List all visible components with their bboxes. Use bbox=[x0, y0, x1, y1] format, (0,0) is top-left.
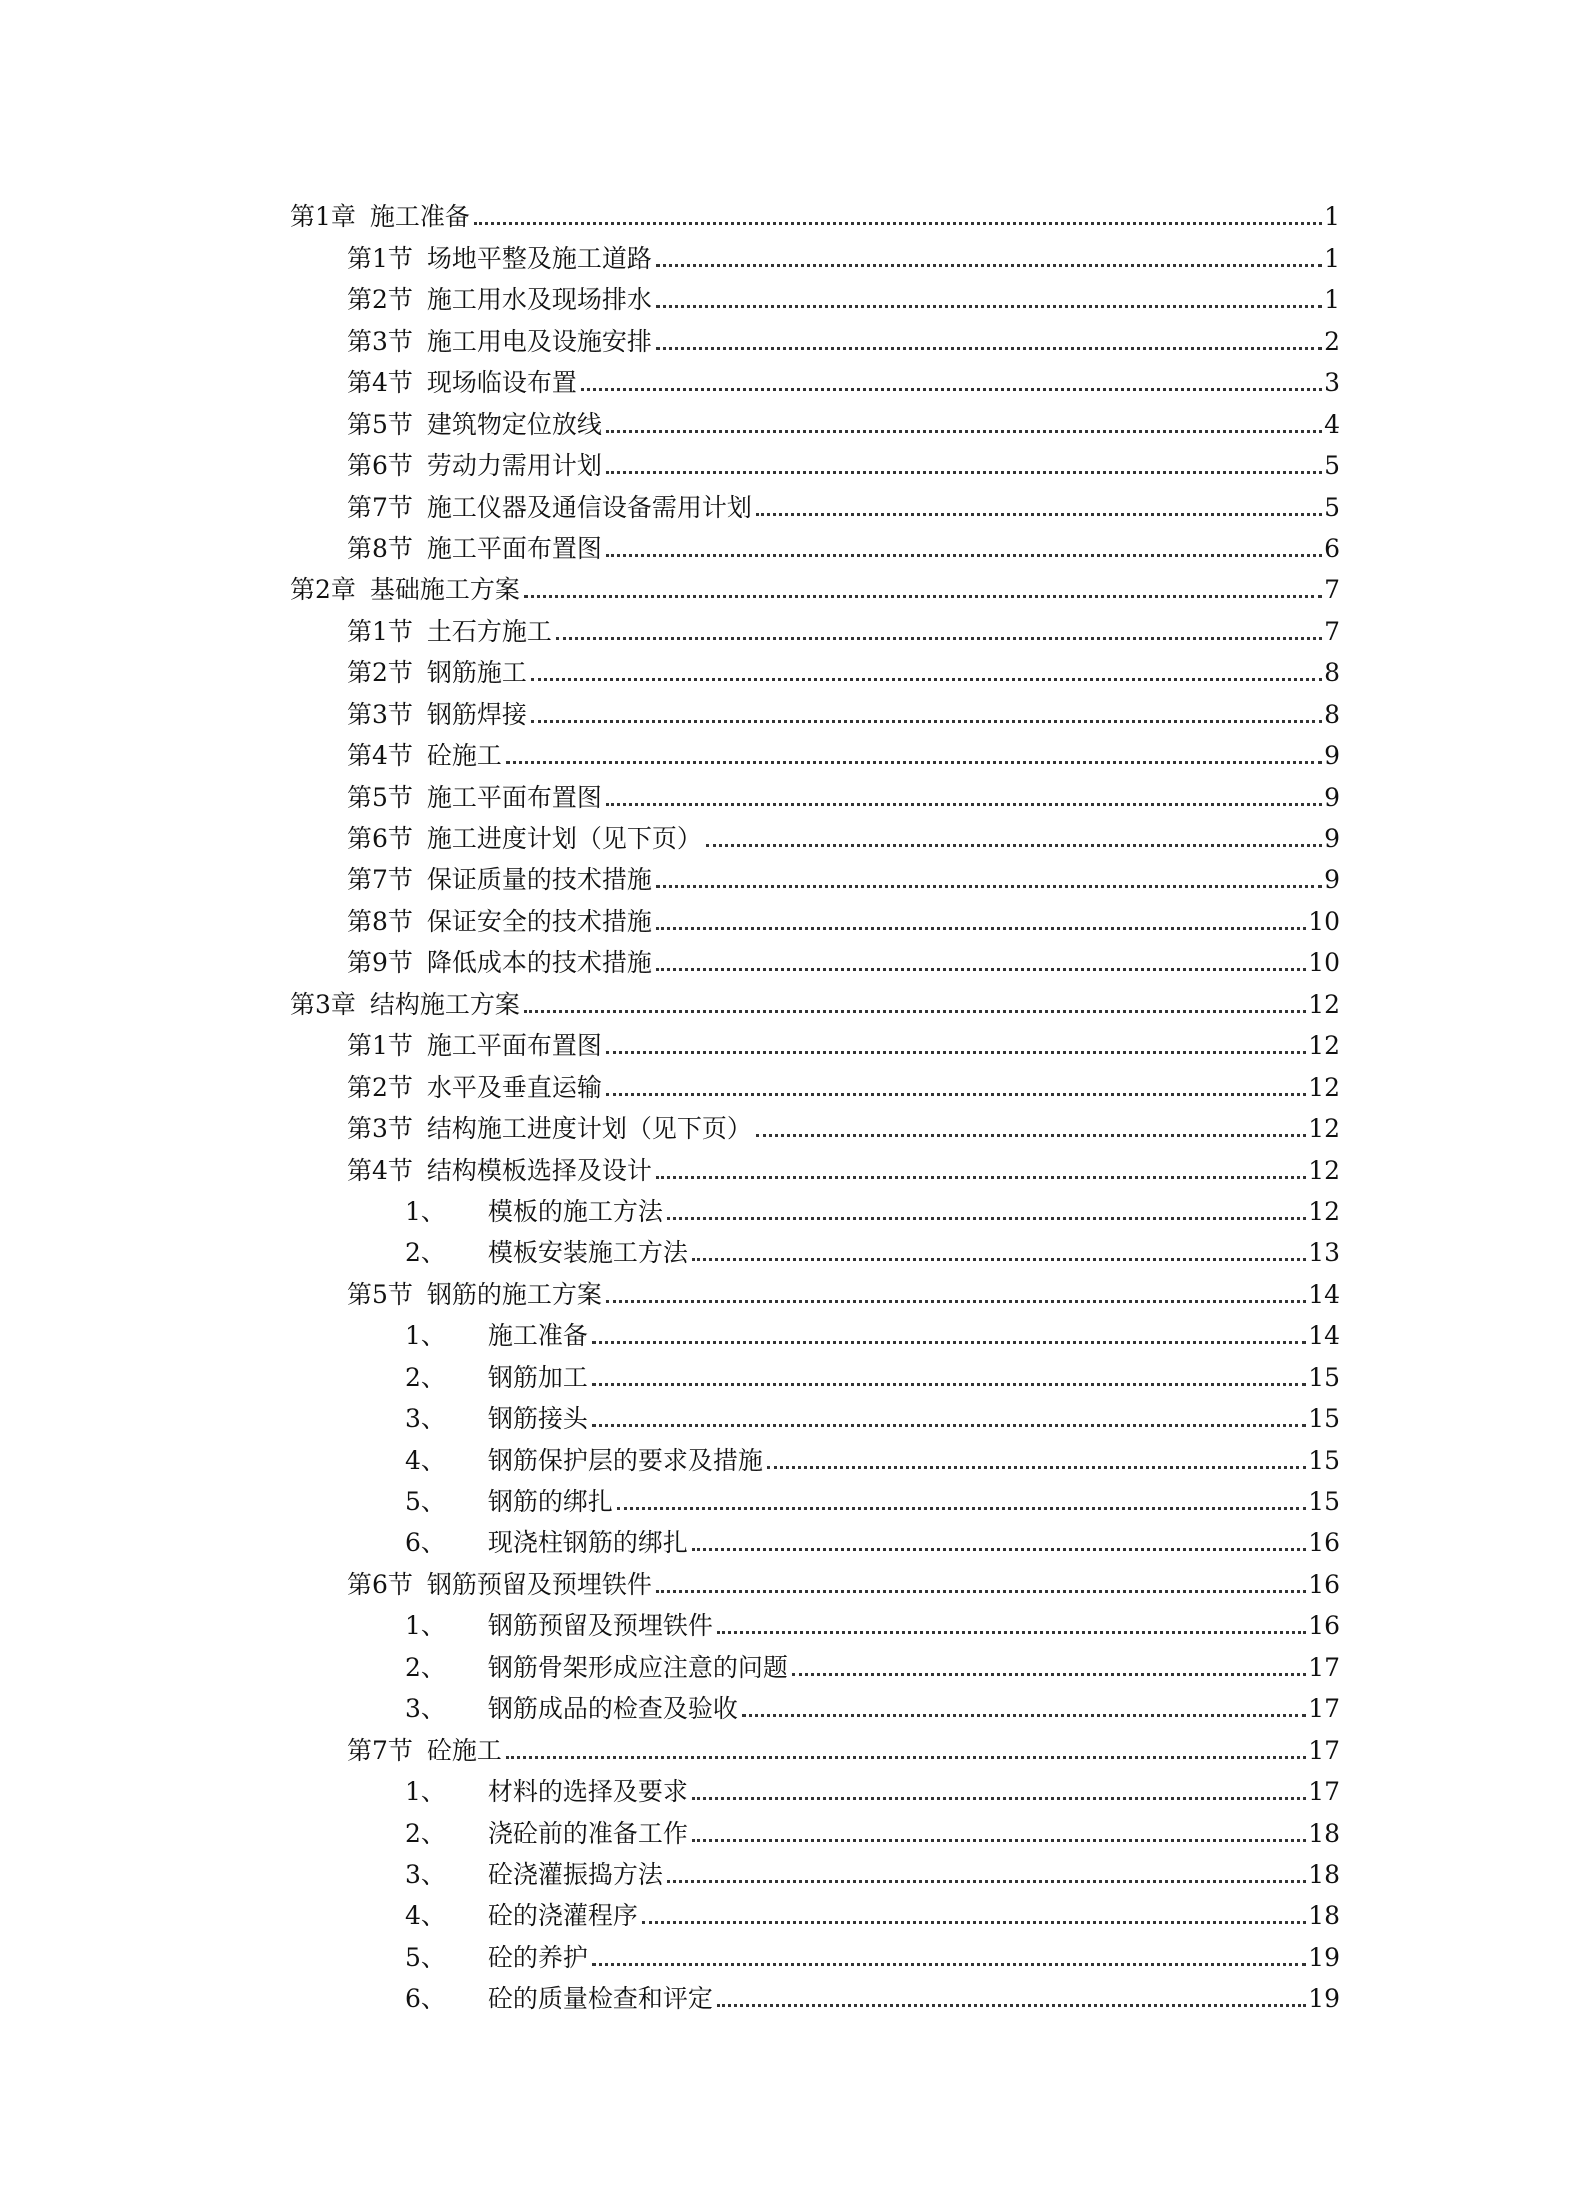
toc-entry[interactable] bbox=[290, 399, 1340, 440]
dot-leader bbox=[692, 1258, 1306, 1261]
dot-leader bbox=[606, 1051, 1306, 1054]
toc-entry[interactable] bbox=[290, 1104, 1340, 1145]
toc-entry-page-number: 14 bbox=[1308, 1279, 1340, 1309]
toc-entry-title: 砼施工 bbox=[426, 741, 502, 771]
toc-entry-page-number: 15 bbox=[1308, 1362, 1340, 1392]
toc-entry-number: 第9节 bbox=[347, 948, 413, 978]
toc-entry-page-number: 17 bbox=[1308, 1735, 1340, 1765]
toc-entry-title: 现场临设布置 bbox=[426, 368, 577, 398]
toc-entry[interactable] bbox=[290, 1352, 1340, 1393]
toc-entry-title: 施工用水及现场排水 bbox=[426, 285, 652, 315]
dot-leader bbox=[524, 1010, 1306, 1013]
toc-entry-number: 第4节 bbox=[347, 368, 413, 398]
dot-leader bbox=[606, 1093, 1306, 1096]
toc-entry-number: 2、 bbox=[405, 1238, 446, 1268]
toc-entry[interactable] bbox=[290, 979, 1340, 1020]
toc-entry[interactable] bbox=[290, 896, 1340, 937]
toc-entry-page-number: 16 bbox=[1308, 1528, 1340, 1558]
toc-entry[interactable] bbox=[290, 524, 1340, 565]
toc-entry-number: 第1节 bbox=[347, 616, 413, 646]
toc-entry-page-number: 14 bbox=[1308, 1321, 1340, 1351]
toc-entry-number: 第5节 bbox=[347, 1279, 413, 1309]
toc-entry[interactable] bbox=[290, 565, 1340, 606]
toc-entry[interactable] bbox=[290, 1435, 1340, 1476]
toc-entry[interactable] bbox=[290, 772, 1340, 813]
toc-entry-title: 劳动力需用计划 bbox=[426, 451, 602, 481]
toc-entry-number: 6、 bbox=[405, 1984, 446, 2014]
toc-entry-title: 施工平面布置图 bbox=[426, 1031, 602, 1061]
toc-entry-number: 第7节 bbox=[347, 865, 413, 895]
toc-entry-page-number: 9 bbox=[1324, 782, 1340, 812]
toc-entry-page-number: 7 bbox=[1324, 616, 1340, 646]
toc-entry-page-number: 9 bbox=[1324, 824, 1340, 853]
toc-entry-title: 施工平面布置图 bbox=[426, 782, 602, 812]
toc-entry[interactable] bbox=[290, 731, 1340, 772]
toc-entry-page-number: 12 bbox=[1308, 1031, 1340, 1061]
dot-leader bbox=[474, 222, 1322, 225]
toc-entry-number: 3、 bbox=[405, 1404, 446, 1434]
toc-entry[interactable] bbox=[290, 1767, 1340, 1808]
toc-entry[interactable] bbox=[290, 316, 1340, 357]
toc-entry-number: 2、 bbox=[405, 1362, 446, 1392]
dot-leader bbox=[606, 803, 1322, 806]
dot-leader bbox=[667, 1217, 1306, 1220]
toc-entry-page-number: 3 bbox=[1324, 368, 1340, 398]
toc-entry-number: 第7节 bbox=[347, 492, 413, 522]
toc-entry-page-number: 12 bbox=[1308, 1155, 1340, 1185]
toc-entry-number: 第2章 bbox=[290, 575, 356, 605]
toc-entry-number: 第3节 bbox=[347, 699, 413, 729]
table-of-contents bbox=[290, 192, 1340, 2015]
toc-entry-title: 土石方施工 bbox=[426, 616, 552, 646]
toc-entry[interactable] bbox=[290, 1974, 1340, 2015]
toc-entry-title: 保证质量的技术措施 bbox=[426, 865, 652, 895]
toc-entry-number: 4、 bbox=[405, 1445, 446, 1475]
toc-entry-number: 第3节 bbox=[347, 326, 413, 356]
toc-entry-title: 钢筋加工 bbox=[487, 1362, 588, 1392]
toc-entry-title: 结构模板选择及设计 bbox=[426, 1155, 652, 1185]
toc-entry-page-number: 8 bbox=[1324, 699, 1340, 729]
toc-entry[interactable] bbox=[290, 1559, 1340, 1600]
toc-entry-number: 第1节 bbox=[347, 243, 413, 273]
toc-entry-page-number: 5 bbox=[1324, 492, 1340, 522]
toc-entry-title: 浇砼前的准备工作 bbox=[487, 1818, 688, 1848]
toc-entry[interactable] bbox=[290, 1187, 1340, 1228]
dot-leader bbox=[581, 388, 1322, 391]
toc-entry-number: 1、 bbox=[405, 1777, 446, 1807]
toc-entry-page-number: 18 bbox=[1308, 1818, 1340, 1848]
toc-entry-title: 施工仪器及通信设备需用计划 bbox=[426, 492, 752, 522]
dot-leader bbox=[706, 844, 1322, 847]
dot-leader bbox=[531, 678, 1322, 681]
toc-entry-title: 材料的选择及要求 bbox=[487, 1777, 688, 1807]
dot-leader bbox=[506, 1756, 1306, 1759]
dot-leader bbox=[656, 1176, 1306, 1179]
toc-entry[interactable] bbox=[290, 233, 1340, 274]
toc-entry-title: 砼的质量检查和评定 bbox=[487, 1984, 713, 2014]
toc-entry-title: 现浇柱钢筋的绑扎 bbox=[487, 1528, 688, 1558]
toc-entry-title: 施工平面布置图 bbox=[426, 533, 602, 563]
toc-entry-page-number: 17 bbox=[1308, 1777, 1340, 1807]
toc-entry-page-number: 12 bbox=[1308, 1114, 1340, 1144]
dot-leader bbox=[656, 885, 1322, 888]
toc-entry-title: 降低成本的技术措施 bbox=[426, 948, 652, 978]
toc-entry[interactable] bbox=[290, 1477, 1340, 1518]
toc-entry-number: 第2节 bbox=[347, 285, 413, 315]
toc-entry-title: 钢筋骨架形成应注意的问题 bbox=[487, 1652, 788, 1682]
toc-entry-number: 第1章 bbox=[290, 202, 356, 232]
toc-entry-page-number: 1 bbox=[1324, 285, 1340, 315]
toc-entry-title: 施工进度计划（见下页） bbox=[426, 824, 702, 853]
toc-entry-number: 5、 bbox=[405, 1487, 446, 1516]
dot-leader bbox=[606, 1300, 1306, 1303]
toc-entry-number: 第8节 bbox=[347, 533, 413, 563]
toc-entry-number: 第4节 bbox=[347, 1155, 413, 1185]
toc-entry-title: 砼浇灌振捣方法 bbox=[487, 1859, 663, 1889]
toc-entry-number: 6、 bbox=[405, 1528, 446, 1558]
toc-entry-page-number: 6 bbox=[1324, 533, 1340, 563]
toc-entry[interactable] bbox=[290, 192, 1340, 233]
toc-entry[interactable] bbox=[290, 1850, 1340, 1891]
toc-entry-page-number: 7 bbox=[1324, 575, 1340, 605]
toc-entry-page-number: 18 bbox=[1308, 1901, 1340, 1931]
toc-entry-number: 5、 bbox=[405, 1942, 446, 1972]
toc-entry-number: 第6节 bbox=[347, 1569, 413, 1599]
dot-leader bbox=[756, 513, 1322, 516]
toc-entry-page-number: 12 bbox=[1308, 1072, 1340, 1102]
toc-entry-number: 第2节 bbox=[347, 1072, 413, 1102]
toc-entry[interactable] bbox=[290, 1311, 1340, 1352]
toc-entry-number: 第6节 bbox=[347, 451, 413, 481]
toc-entry-title: 钢筋的绑扎 bbox=[487, 1487, 613, 1516]
toc-entry-number: 第4节 bbox=[347, 741, 413, 771]
toc-entry-title: 砼的浇灌程序 bbox=[487, 1901, 638, 1931]
toc-entry-page-number: 16 bbox=[1308, 1611, 1340, 1641]
toc-entry-title: 施工准备 bbox=[369, 202, 470, 232]
toc-entry[interactable] bbox=[290, 1601, 1340, 1642]
dot-leader bbox=[606, 554, 1322, 557]
toc-entry[interactable] bbox=[290, 938, 1340, 979]
toc-entry-title: 钢筋预留及预埋铁件 bbox=[487, 1611, 713, 1641]
toc-entry-number: 1、 bbox=[405, 1321, 446, 1351]
dot-leader bbox=[656, 305, 1322, 308]
dot-leader bbox=[642, 1921, 1306, 1924]
toc-entry-title: 钢筋的施工方案 bbox=[426, 1279, 602, 1309]
toc-entry[interactable] bbox=[290, 1518, 1340, 1559]
toc-entry-page-number: 1 bbox=[1324, 243, 1340, 273]
toc-entry-page-number: 13 bbox=[1308, 1238, 1340, 1268]
toc-entry-number: 第3节 bbox=[347, 1114, 413, 1144]
toc-entry-title: 钢筋预留及预埋铁件 bbox=[426, 1569, 652, 1599]
toc-entry[interactable] bbox=[290, 814, 1340, 855]
toc-entry-title: 钢筋接头 bbox=[487, 1404, 588, 1434]
dot-leader bbox=[792, 1673, 1306, 1676]
dot-leader bbox=[667, 1880, 1306, 1883]
dot-leader bbox=[656, 347, 1322, 350]
toc-entry-number: 1、 bbox=[405, 1611, 446, 1641]
toc-entry-page-number: 15 bbox=[1308, 1487, 1340, 1516]
toc-entry-title: 砼施工 bbox=[426, 1735, 502, 1765]
toc-entry-page-number: 15 bbox=[1308, 1404, 1340, 1434]
toc-entry[interactable] bbox=[290, 482, 1340, 523]
toc-entry-page-number: 10 bbox=[1308, 906, 1340, 936]
toc-entry-page-number: 4 bbox=[1324, 409, 1340, 439]
dot-leader bbox=[692, 1839, 1306, 1842]
dot-leader bbox=[756, 1134, 1306, 1137]
dot-leader bbox=[656, 1590, 1306, 1593]
dot-leader bbox=[606, 471, 1322, 474]
dot-leader bbox=[531, 720, 1322, 723]
toc-entry-number: 第2节 bbox=[347, 658, 413, 688]
toc-entry-title: 钢筋成品的检查及验收 bbox=[487, 1694, 738, 1724]
toc-entry-page-number: 8 bbox=[1324, 658, 1340, 688]
toc-entry[interactable] bbox=[290, 606, 1340, 647]
dot-leader bbox=[592, 1963, 1306, 1966]
toc-entry-title: 施工用电及设施安排 bbox=[426, 326, 652, 356]
toc-entry-number: 2、 bbox=[405, 1818, 446, 1848]
toc-entry[interactable] bbox=[290, 1642, 1340, 1683]
toc-entry[interactable] bbox=[290, 1021, 1340, 1062]
toc-entry-page-number: 19 bbox=[1308, 1984, 1340, 2014]
toc-entry-page-number: 5 bbox=[1324, 451, 1340, 481]
toc-entry-title: 建筑物定位放线 bbox=[426, 409, 602, 439]
toc-entry-title: 结构施工进度计划（见下页） bbox=[426, 1114, 752, 1144]
dot-leader bbox=[656, 264, 1322, 267]
toc-entry-title: 基础施工方案 bbox=[369, 575, 520, 605]
toc-entry-title: 钢筋施工 bbox=[426, 658, 527, 688]
toc-entry-title: 水平及垂直运输 bbox=[426, 1072, 602, 1102]
toc-entry[interactable] bbox=[290, 358, 1340, 399]
dot-leader bbox=[592, 1383, 1306, 1386]
dot-leader bbox=[717, 2004, 1306, 2007]
toc-entry-number: 1、 bbox=[405, 1196, 446, 1226]
toc-entry[interactable] bbox=[290, 1684, 1340, 1725]
toc-entry-title: 砼的养护 bbox=[487, 1942, 588, 1972]
dot-leader bbox=[656, 968, 1306, 971]
toc-entry[interactable] bbox=[290, 1891, 1340, 1932]
toc-entry-number: 第5节 bbox=[347, 782, 413, 812]
toc-entry-number: 3、 bbox=[405, 1859, 446, 1889]
toc-entry-number: 第6节 bbox=[347, 824, 413, 853]
toc-entry[interactable] bbox=[290, 648, 1340, 689]
toc-entry[interactable] bbox=[290, 1932, 1340, 1973]
toc-entry-page-number: 9 bbox=[1324, 741, 1340, 771]
toc-entry-page-number: 19 bbox=[1308, 1942, 1340, 1972]
dot-leader bbox=[656, 927, 1306, 930]
toc-entry-title: 场地平整及施工道路 bbox=[426, 243, 652, 273]
toc-entry-title: 钢筋焊接 bbox=[426, 699, 527, 729]
dot-leader bbox=[524, 595, 1322, 598]
toc-entry[interactable] bbox=[290, 441, 1340, 482]
toc-entry-title: 模板安装施工方法 bbox=[487, 1238, 688, 1268]
toc-entry-number: 3、 bbox=[405, 1694, 446, 1724]
toc-entry[interactable] bbox=[290, 1062, 1340, 1103]
dot-leader bbox=[606, 430, 1322, 433]
toc-entry-page-number: 10 bbox=[1308, 948, 1340, 978]
dot-leader bbox=[767, 1466, 1306, 1469]
toc-entry[interactable] bbox=[290, 855, 1340, 896]
toc-entry-number: 2、 bbox=[405, 1652, 446, 1682]
toc-entry[interactable] bbox=[290, 1725, 1340, 1766]
toc-entry-page-number: 17 bbox=[1308, 1694, 1340, 1724]
dot-leader bbox=[556, 637, 1322, 640]
toc-entry-number: 第5节 bbox=[347, 409, 413, 439]
toc-entry-page-number: 12 bbox=[1308, 1196, 1340, 1226]
toc-entry[interactable] bbox=[290, 1145, 1340, 1186]
toc-entry-title: 模板的施工方法 bbox=[487, 1196, 663, 1226]
dot-leader bbox=[742, 1714, 1306, 1717]
dot-leader bbox=[617, 1507, 1306, 1510]
dot-leader bbox=[692, 1548, 1306, 1551]
toc-entry-page-number: 9 bbox=[1324, 865, 1340, 895]
toc-entry[interactable] bbox=[290, 1228, 1340, 1269]
dot-leader bbox=[692, 1797, 1306, 1800]
toc-entry[interactable] bbox=[290, 1394, 1340, 1435]
dot-leader bbox=[592, 1424, 1306, 1427]
toc-entry-title: 钢筋保护层的要求及措施 bbox=[487, 1445, 763, 1475]
toc-entry-number: 第8节 bbox=[347, 906, 413, 936]
toc-entry-page-number: 12 bbox=[1308, 989, 1340, 1019]
toc-entry-title: 结构施工方案 bbox=[369, 989, 520, 1019]
toc-entry-page-number: 2 bbox=[1324, 326, 1340, 356]
toc-entry-page-number: 18 bbox=[1308, 1859, 1340, 1889]
toc-entry-number: 第7节 bbox=[347, 1735, 413, 1765]
dot-leader bbox=[592, 1341, 1306, 1344]
toc-entry-page-number: 15 bbox=[1308, 1445, 1340, 1475]
dot-leader bbox=[506, 761, 1322, 764]
toc-entry[interactable] bbox=[290, 1808, 1340, 1849]
toc-entry-title: 施工准备 bbox=[487, 1321, 588, 1351]
toc-entry-number: 4、 bbox=[405, 1901, 446, 1931]
dot-leader bbox=[717, 1631, 1306, 1634]
toc-entry[interactable] bbox=[290, 275, 1340, 316]
toc-entry-page-number: 1 bbox=[1324, 202, 1340, 232]
toc-entry-page-number: 16 bbox=[1308, 1569, 1340, 1599]
toc-entry-number: 第3章 bbox=[290, 989, 356, 1019]
toc-entry-number: 第1节 bbox=[347, 1031, 413, 1061]
toc-entry-title: 保证安全的技术措施 bbox=[426, 906, 652, 936]
toc-entry-page-number: 17 bbox=[1308, 1652, 1340, 1682]
toc-entry[interactable] bbox=[290, 1269, 1340, 1310]
toc-entry[interactable] bbox=[290, 689, 1340, 730]
